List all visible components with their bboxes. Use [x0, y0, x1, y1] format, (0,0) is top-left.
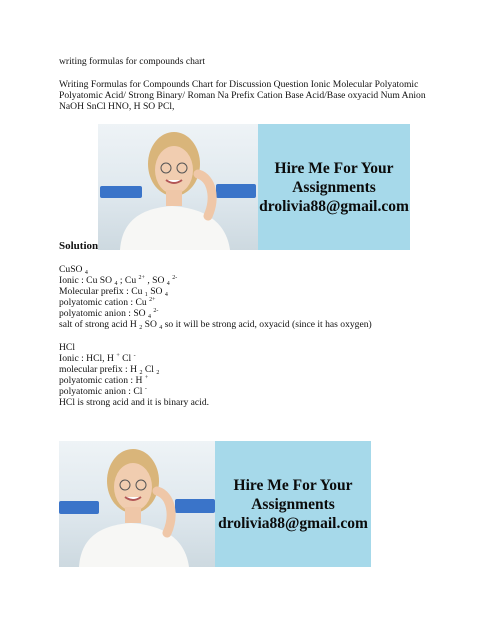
woman-portrait-image	[112, 124, 252, 250]
banner-line-2: Assignments	[251, 495, 335, 513]
ad-banner-2[interactable]	[59, 441, 371, 567]
question-line-2: Polyatomic Acid/ Strong Binary/ Roman Na Prefix Cation Base Acid/Base oxyacid Num Anion	[59, 90, 426, 101]
banner-text-panel	[215, 441, 371, 567]
banner-line-1: Hire Me For Your	[274, 159, 394, 177]
hcl-ionic: Ionic : HCl, H + Cl -	[59, 353, 136, 364]
woman-portrait-image	[71, 441, 211, 567]
ad-banner-1[interactable]	[98, 124, 410, 250]
cuso4-acid-note: salt of strong acid H $_2$ SO $_4$ so it will be strong acid, oxyacid (since it has oxygen)	[59, 319, 372, 331]
hcl-polyatomic-cation: polyatomic cation : H +	[59, 375, 149, 386]
banner-line-2: Assignments	[292, 178, 376, 196]
hcl-polyatomic-anion: polyatomic anion : Cl -	[59, 386, 147, 397]
banner-photo	[98, 124, 258, 250]
banner-photo	[59, 441, 215, 567]
banner-text-panel	[258, 124, 410, 250]
hcl-acid-note: HCl is strong acid and it is binary acid.	[59, 397, 210, 408]
cuso4-ionic: Ionic : Cu SO $_4$ ; Cu $^{2+}$ , SO $_4$ $^{2-}$	[59, 275, 178, 287]
cuso4-molecular-prefix: Molecular prefix : Cu $_1$ SO $_4$	[59, 286, 168, 298]
hcl-molecular-prefix: molecular prefix : H $_2$ Cl $_2$	[59, 364, 160, 376]
question-line-1: Writing Formulas for Compounds Chart for Discussion Question Ionic Molecular Polyatomic	[59, 79, 419, 90]
hcl-formula: HCl	[59, 342, 75, 353]
banner-email[interactable]: drolivia88@gmail.com	[259, 197, 409, 215]
banner-email[interactable]: drolivia88@gmail.com	[218, 514, 368, 532]
cuso4-polyatomic-cation: polyatomic cation : Cu $^{2+}$	[59, 297, 156, 308]
doc-title-line: writing formulas for compounds chart	[59, 56, 206, 67]
banner-line-1: Hire Me For Your	[233, 476, 353, 494]
solution-heading: Solution	[59, 240, 99, 252]
cuso4-formula: CuSO $_4$	[59, 264, 88, 276]
cuso4-polyatomic-anion: polyatomic anion : SO $_4$ $^{2-}$	[59, 308, 159, 320]
question-line-3: NaOH SnCl HNO, H SO PCl,	[59, 101, 175, 112]
